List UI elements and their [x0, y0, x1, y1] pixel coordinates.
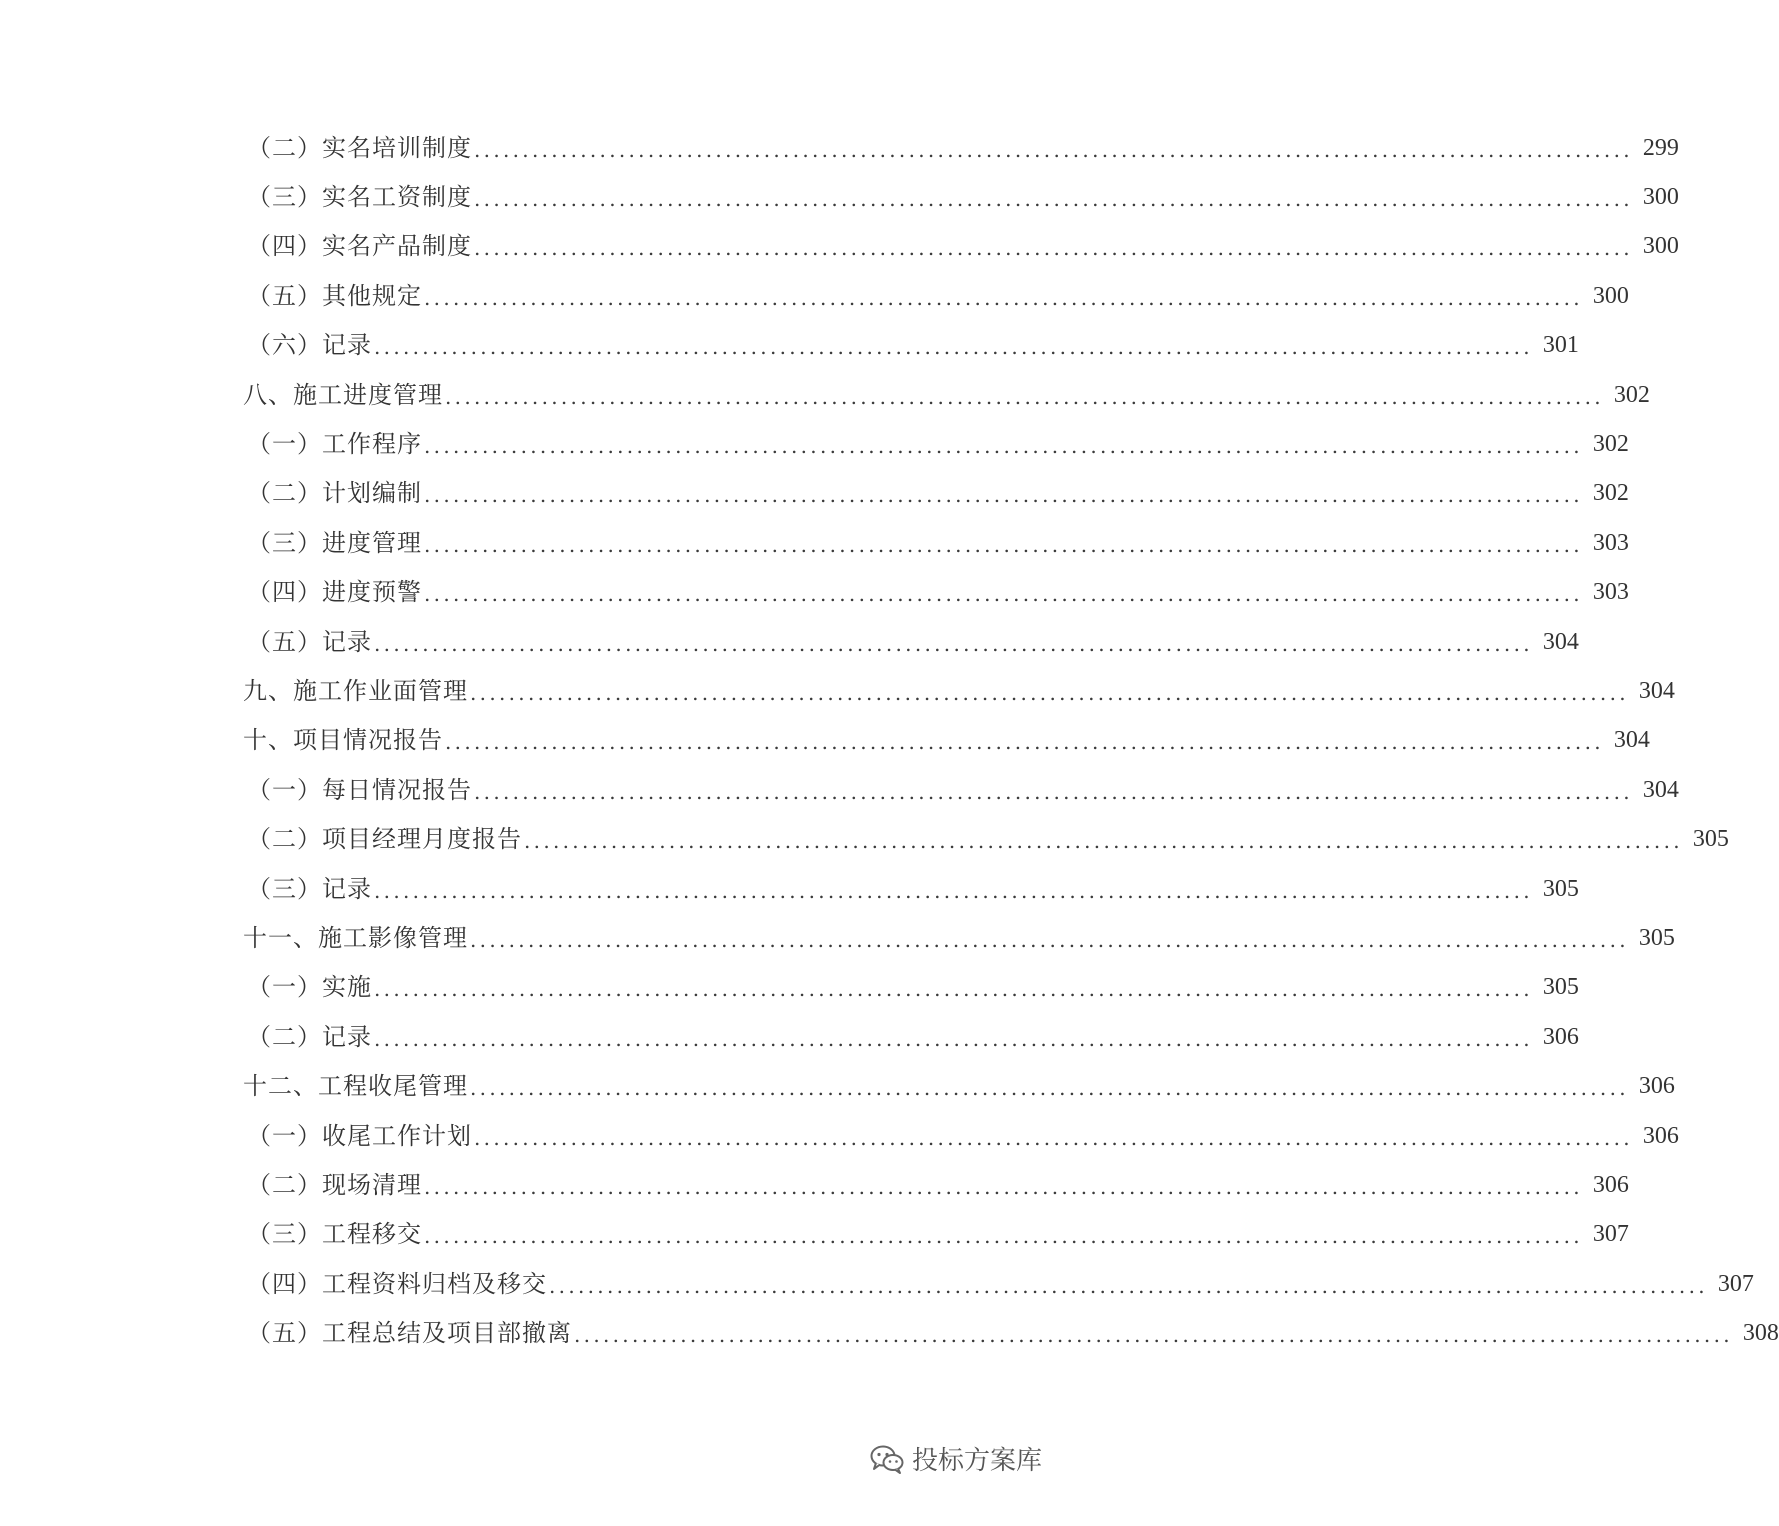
toc-dot-leader: ........................................................................................................................	[474, 236, 1633, 261]
toc-entry-label: （三）记录	[247, 874, 372, 903]
toc-entry-page-number: 302	[1613, 381, 1650, 408]
toc-entry-label: 十、项目情况报告	[243, 726, 443, 755]
toc-entry-label: （四）工程资料归档及移交	[247, 1269, 547, 1298]
toc-dot-leader: ........................................................................................................................	[424, 1174, 1583, 1199]
toc-entry	[243, 765, 1679, 814]
toc-entry-page-number: 300	[1592, 282, 1629, 309]
toc-dot-leader: ........................................................................................................................	[424, 285, 1583, 310]
toc-entry-page-number: 304	[1642, 776, 1679, 803]
toc-dot-leader: ........................................................................................................................	[424, 532, 1583, 557]
toc-entry-page-number: 304	[1638, 677, 1675, 704]
toc-entry-page-number: 304	[1542, 628, 1579, 655]
toc-entry	[243, 123, 1679, 172]
toc-dot-leader: ........................................................................................................................	[470, 680, 1629, 705]
toc-entry-label: （三）实名工资制度	[247, 183, 472, 212]
toc-entry-label: 八、施工进度管理	[243, 380, 443, 409]
toc-entry	[243, 370, 1650, 419]
toc-dot-leader: ........................................................................................................................	[424, 434, 1583, 459]
toc-dot-leader: ........................................................................................................................	[374, 335, 1533, 360]
watermark-text: 投标方案库	[911, 1446, 1042, 1476]
toc-entry-page-number: 303	[1592, 529, 1629, 556]
toc-dot-leader: ........................................................................................................................	[474, 1125, 1633, 1150]
toc-entry-page-number: 305	[1638, 924, 1675, 951]
toc-entry-label: （一）实施	[247, 973, 372, 1002]
toc-entry	[243, 1111, 1679, 1160]
toc-entry-page-number: 305	[1542, 974, 1579, 1001]
wechat-icon	[870, 1444, 904, 1474]
toc-dot-leader: ........................................................................................................................	[524, 829, 1683, 854]
toc-entry	[243, 864, 1579, 913]
toc-dot-leader: ........................................................................................................................	[474, 779, 1633, 804]
toc-dot-leader: ........................................................................................................................	[374, 631, 1533, 656]
toc-entry	[243, 518, 1629, 567]
toc-entry	[243, 1160, 1629, 1209]
toc-dot-leader: ........................................................................................................................	[574, 1323, 1733, 1348]
toc-entry-page-number: 304	[1613, 727, 1650, 754]
toc-dot-leader: ........................................................................................................................	[374, 1026, 1533, 1051]
toc-entry-page-number: 305	[1542, 875, 1579, 902]
toc-entry-page-number: 307	[1717, 1270, 1754, 1297]
toc-dot-leader: ........................................................................................................................	[474, 187, 1633, 212]
toc-entry-label: （五）记录	[247, 627, 372, 656]
toc-entry	[243, 222, 1679, 271]
toc-entry-page-number: 300	[1642, 184, 1679, 211]
toc-dot-leader: ........................................................................................................................	[445, 384, 1604, 409]
toc-entry	[243, 1061, 1675, 1110]
toc-entry	[243, 1308, 1779, 1357]
toc-entry-label: （一）每日情况报告	[247, 775, 472, 804]
table-of-contents	[243, 123, 1779, 1358]
toc-entry-page-number: 308	[1742, 1320, 1779, 1347]
toc-entry-page-number: 299	[1642, 134, 1679, 161]
toc-entry-label: （二）实名培训制度	[247, 133, 472, 162]
toc-entry-label: 十二、工程收尾管理	[243, 1072, 468, 1101]
toc-entry	[243, 814, 1729, 863]
toc-entry	[243, 617, 1579, 666]
toc-entry-page-number: 307	[1592, 1221, 1629, 1248]
toc-entry-label: 九、施工作业面管理	[243, 676, 468, 705]
toc-dot-leader: ........................................................................................................................	[445, 730, 1604, 755]
toc-entry-page-number: 301	[1542, 332, 1579, 359]
toc-dot-leader: ........................................................................................................................	[424, 1224, 1583, 1249]
toc-entry-label: （三）进度管理	[247, 528, 422, 557]
watermark	[870, 1440, 1042, 1477]
toc-entry	[243, 913, 1675, 962]
toc-dot-leader: ........................................................................................................................	[424, 582, 1583, 607]
toc-entry-label: （二）计划编制	[247, 479, 422, 508]
toc-entry-page-number: 300	[1642, 233, 1679, 260]
toc-entry-label: （五）其他规定	[247, 281, 422, 310]
toc-entry	[243, 271, 1629, 320]
toc-entry	[243, 716, 1650, 765]
toc-entry	[243, 321, 1579, 370]
toc-entry-label: （四）进度预警	[247, 578, 422, 607]
toc-entry-page-number: 306	[1542, 1023, 1579, 1050]
toc-dot-leader: ........................................................................................................................	[470, 1076, 1629, 1101]
toc-dot-leader: ........................................................................................................................	[374, 977, 1533, 1002]
toc-entry	[243, 1259, 1754, 1308]
toc-entry	[243, 172, 1679, 221]
toc-entry	[243, 666, 1675, 715]
toc-dot-leader: ........................................................................................................................	[470, 927, 1629, 952]
toc-entry-label: （五）工程总结及项目部撤离	[247, 1319, 572, 1348]
toc-entry-label: （二）现场清理	[247, 1170, 422, 1199]
toc-entry	[243, 1012, 1579, 1061]
toc-entry-page-number: 306	[1592, 1171, 1629, 1198]
toc-entry-page-number: 302	[1592, 480, 1629, 507]
toc-entry-label: （三）工程移交	[247, 1220, 422, 1249]
toc-entry-label: （一）收尾工作计划	[247, 1121, 472, 1150]
toc-entry	[243, 963, 1579, 1012]
toc-entry-label: （一）工作程序	[247, 430, 422, 459]
toc-entry	[243, 568, 1629, 617]
toc-entry-label: （二）项目经理月度报告	[247, 825, 522, 854]
toc-entry	[243, 469, 1629, 518]
toc-dot-leader: ........................................................................................................................	[424, 483, 1583, 508]
toc-dot-leader: ........................................................................................................................	[374, 878, 1533, 903]
toc-entry-page-number: 306	[1642, 1122, 1679, 1149]
toc-entry-page-number: 302	[1592, 431, 1629, 458]
toc-entry	[243, 419, 1629, 468]
toc-entry-label: （四）实名产品制度	[247, 232, 472, 261]
toc-entry	[243, 1210, 1629, 1259]
toc-entry-page-number: 303	[1592, 579, 1629, 606]
toc-dot-leader: ........................................................................................................................	[474, 137, 1633, 162]
toc-entry-label: （二）记录	[247, 1022, 372, 1051]
toc-entry-page-number: 305	[1692, 826, 1729, 853]
toc-dot-leader: ........................................................................................................................	[549, 1273, 1708, 1298]
toc-entry-page-number: 306	[1638, 1073, 1675, 1100]
toc-entry-label: （六）记录	[247, 331, 372, 360]
toc-entry-label: 十一、施工影像管理	[243, 923, 468, 952]
